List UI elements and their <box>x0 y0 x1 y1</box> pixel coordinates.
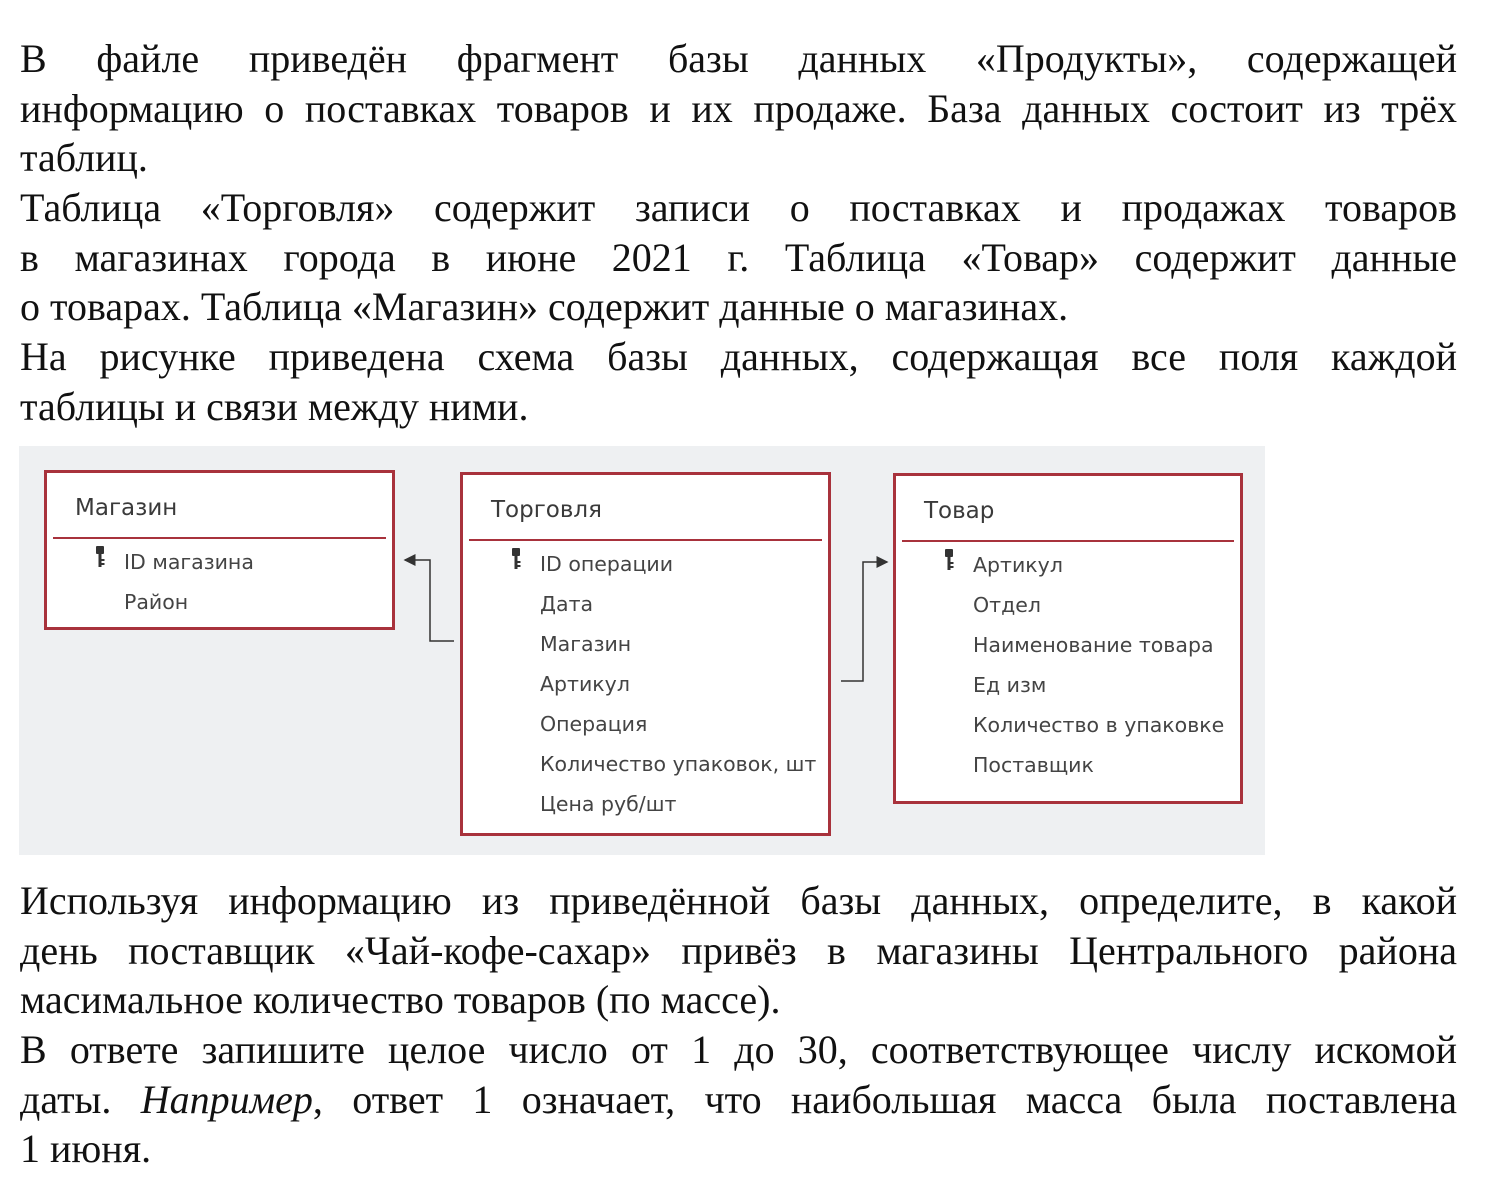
field: Артикул <box>540 672 630 696</box>
primary-key-icon <box>509 547 523 571</box>
relation-trade-store <box>405 560 454 641</box>
text-line: день поставщик «Чай-кофе-сахар» привёз в магазины Центрального района <box>20 927 1457 973</box>
table-store[interactable] <box>44 470 395 630</box>
text-line: Таблица «Торговля» содержит записи о поставках и продажах товаров <box>20 185 1457 230</box>
field: Операция <box>540 712 648 736</box>
intro-paragraph-3 <box>20 332 1457 431</box>
field: Ед изм <box>973 673 1047 697</box>
table-title: Торговля <box>491 497 602 523</box>
text-line: в магазинах города в июне 2021 г. Таблица «Товар» содержит данные <box>20 234 1457 280</box>
field-key: ID магазина <box>124 550 254 574</box>
text-line: таблиц. <box>20 135 148 180</box>
text-line: таблицы и связи между ними. <box>20 383 529 429</box>
divider <box>902 540 1234 542</box>
field: Наименование товара <box>973 633 1214 657</box>
database-schema-diagram <box>19 446 1265 855</box>
field-key: Артикул <box>973 553 1063 577</box>
field: Цена руб/шт <box>540 792 677 816</box>
text-line: В ответе запишите целое число от 1 до 30, соответствующее числу искомой <box>20 1027 1457 1072</box>
field: Поставщик <box>973 753 1094 777</box>
field: Количество упаковок, шт <box>540 752 817 776</box>
divider <box>469 539 822 541</box>
text-line: Используя информацию из приведённой базы данных, определите, в какой <box>20 878 1457 923</box>
field-key: ID операции <box>540 552 674 576</box>
divider <box>53 537 386 539</box>
field: Магазин <box>540 632 632 656</box>
primary-key-icon <box>93 545 107 569</box>
table-trade[interactable] <box>460 472 831 836</box>
italic-word: Например <box>140 1076 313 1122</box>
field: Количество в упаковке <box>973 713 1225 737</box>
question-paragraph-2 <box>20 1025 1457 1174</box>
text-line <box>20 1075 1457 1125</box>
field: Отдел <box>973 593 1041 617</box>
table-title: Товар <box>924 498 995 524</box>
intro-paragraph-1 <box>20 34 1457 183</box>
field: Район <box>124 590 189 614</box>
text-line: масимальное количество товаров (по массе). <box>20 977 781 1022</box>
table-product[interactable] <box>893 473 1243 804</box>
text-line: 1 июня. <box>20 1126 152 1171</box>
question-paragraph-1 <box>20 876 1457 1025</box>
text-line: В файле приведён фрагмент базы данных «Продукты», содержащей <box>20 36 1457 81</box>
text-line: информацию о поставках товаров и их продаже. База данных состоит из трёх <box>20 85 1457 131</box>
text-fragment: даты. <box>20 1076 141 1122</box>
relation-trade-product <box>841 562 887 681</box>
text-line: На рисунке приведена схема базы данных, содержащая все поля каждой <box>20 334 1457 379</box>
table-title: Магазин <box>75 495 178 521</box>
text-line: о товарах. Таблица «Магазин» содержит данные о магазинах. <box>20 284 1069 329</box>
primary-key-icon <box>942 548 956 572</box>
text-fragment: , ответ 1 означает, что наибольшая масса была поставлена <box>312 1076 1457 1122</box>
field: Дата <box>540 592 594 616</box>
intro-paragraph-2 <box>20 183 1457 332</box>
